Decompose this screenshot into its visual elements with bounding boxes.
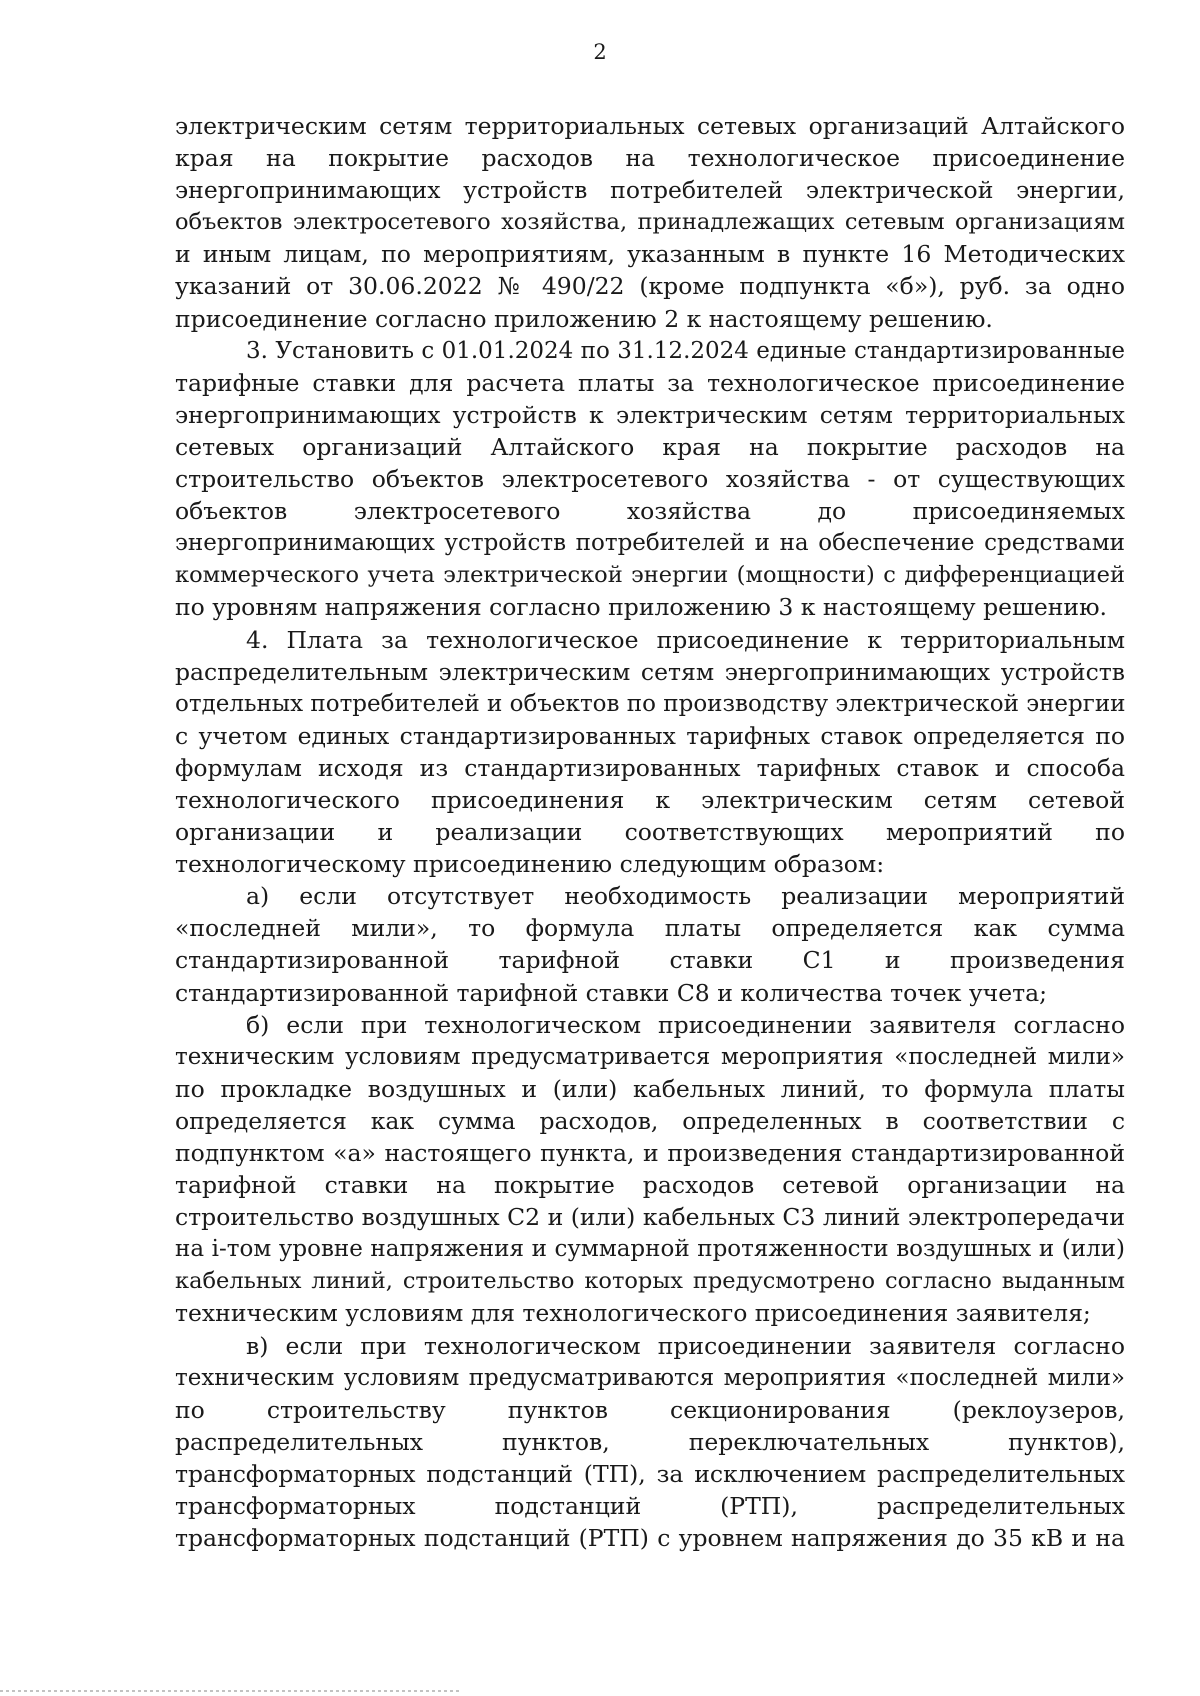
text-line: организации и реализации соответствующих мероприятий по bbox=[175, 818, 1125, 847]
text-line: технологическому присоединению следующим образом: bbox=[175, 850, 885, 879]
text-line: тарифные ставки для расчета платы за технологическое присоединение bbox=[175, 368, 1125, 397]
text-line: кабельных линий, строительство которых предусмотрено согласно выданным bbox=[175, 1268, 1125, 1295]
text-line: распределительным электрическим сетям энергопринимающих устройств bbox=[175, 657, 1125, 686]
text-line: сетевых организаций Алтайского края на покрытие расходов на bbox=[175, 432, 1125, 461]
scan-artifact bbox=[0, 1690, 460, 1692]
text-line: и иным лицам, по мероприятиям, указанным в пункте 16 Методических bbox=[175, 240, 1125, 269]
text-line: коммерческого учета электрической энергии (мощности) с дифференциацией bbox=[175, 562, 1125, 589]
text-line: по уровням напряжения согласно приложению 3 к настоящему решению. bbox=[175, 593, 1108, 622]
text-line: строительство объектов электросетевого хозяйства - от существующих bbox=[175, 465, 1125, 494]
text-line: с учетом единых стандартизированных тарифных ставок определяется по bbox=[175, 721, 1125, 750]
text-line: 4. Плата за технологическое присоединение к территориальным bbox=[246, 625, 1125, 654]
text-line: техническим условиям предусматривается мероприятия «последней мили» bbox=[175, 1043, 1125, 1070]
text-line: электрическим сетям территориальных сетевых организаций Алтайского bbox=[175, 112, 1125, 140]
text-line: трансформаторных подстанций (РТП), распределительных bbox=[175, 1492, 1125, 1521]
text-line: края на покрытие расходов на технологическое присоединение bbox=[175, 144, 1125, 173]
text-line: техническим условиям для технологического присоединения заявителя; bbox=[175, 1299, 1091, 1328]
document-body bbox=[175, 110, 1125, 1554]
text-line: формулам исходя из стандартизированных тарифных ставок и способа bbox=[175, 753, 1125, 782]
text-line: распределительных пунктов, переключательных пунктов), bbox=[175, 1427, 1125, 1456]
text-line: определяется как сумма расходов, определенных в соответствии с bbox=[175, 1106, 1125, 1135]
text-line: в) если при технологическом присоединении заявителя согласно bbox=[246, 1331, 1125, 1360]
text-line: б) если при технологическом присоединении заявителя согласно bbox=[246, 1010, 1125, 1039]
text-line: а) если отсутствует необходимость реализации мероприятий bbox=[246, 882, 1125, 911]
text-line: «последней мили», то формула платы определяется как сумма bbox=[175, 914, 1125, 943]
text-line: объектов электросетевого хозяйства до присоединяемых bbox=[175, 497, 1125, 526]
text-line: подпунктом «а» настоящего пункта, и произведения стандартизированной bbox=[175, 1139, 1125, 1167]
text-line: энергопринимающих устройств к электрическим сетям территориальных bbox=[175, 400, 1125, 429]
text-line: объектов электросетевого хозяйства, принадлежащих сетевым организациям bbox=[175, 209, 1125, 236]
text-line: стандартизированной тарифной ставки С8 и количества точек учета; bbox=[175, 978, 1048, 1007]
text-line: 3. Установить с 01.01.2024 по 31.12.2024 единые стандартизированные bbox=[246, 337, 1125, 364]
text-line: энергопринимающих устройств потребителей и на обеспечение средствами bbox=[175, 530, 1125, 557]
text-line: строительство воздушных С2 и (или) кабельных С3 линий электропередачи bbox=[175, 1203, 1125, 1232]
text-line: тарифной ставки на покрытие расходов сетевой организации на bbox=[175, 1171, 1125, 1200]
text-line: энергопринимающих устройств потребителей электрической энергии, bbox=[175, 176, 1125, 205]
text-line: отдельных потребителей и объектов по производству электрической энергии bbox=[175, 690, 1125, 717]
text-line: трансформаторных подстанций (РТП) с уровнем напряжения до 35 кВ и на bbox=[175, 1524, 1125, 1553]
text-line: присоединение согласно приложению 2 к настоящему решению. bbox=[175, 304, 993, 333]
text-line: стандартизированной тарифной ставки С1 и произведения bbox=[175, 946, 1125, 975]
text-line: на i-том уровне напряжения и суммарной протяженности воздушных и (или) bbox=[175, 1236, 1125, 1263]
text-line: трансформаторных подстанций (ТП), за исключением распределительных bbox=[175, 1459, 1125, 1488]
text-line: указаний от 30.06.2022 № 490/22 (кроме подпункта «б»), руб. за одно bbox=[175, 272, 1125, 301]
text-line: по прокладке воздушных и (или) кабельных линий, то формула платы bbox=[175, 1074, 1125, 1103]
text-line: техническим условиям предусматриваются мероприятия «последней мили» bbox=[175, 1364, 1125, 1391]
text-line: технологического присоединения к электрическим сетям сетевой bbox=[175, 785, 1125, 814]
text-line: по строительству пунктов секционирования (реклоузеров, bbox=[175, 1395, 1125, 1424]
page-number: 2 bbox=[593, 40, 607, 64]
